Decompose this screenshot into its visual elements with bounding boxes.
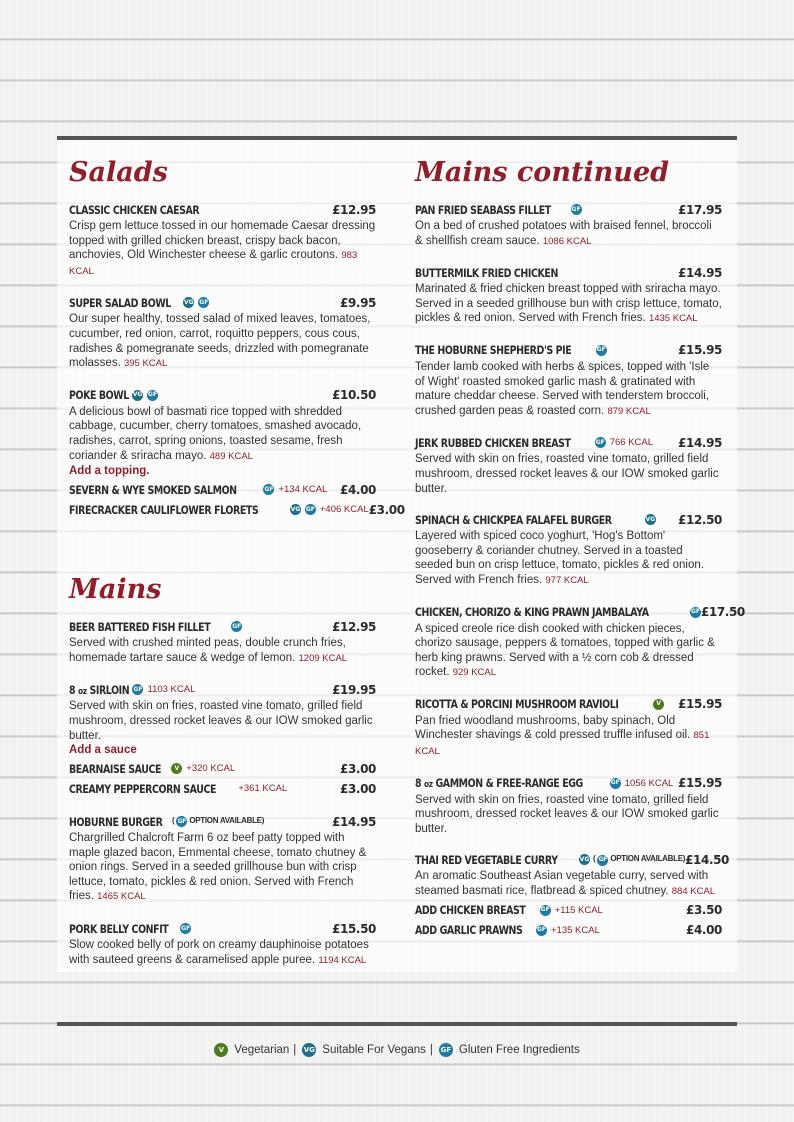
addon-name: SEVERN & WYE SMOKED SALMON — [69, 482, 237, 497]
addon-name: ADD GARLIC PRAWNS — [415, 923, 523, 938]
item-price: £14.50 — [685, 852, 730, 867]
addon-name: CREAMY PEPPERCORN SAUCE — [69, 781, 217, 796]
kcal-label: +406 KCAL — [319, 504, 369, 516]
item-description: Marinated & fried chicken breast topped with sriracha mayo. Served in a seeded grillhouse bun with crisp lettuce, tomato, pickles & red onion. Served with French fries. 1435 KCAL — [415, 283, 722, 325]
item-description: Crisp gem lettuce tossed in our homemade Caesar dressing topped with grilled chicken breast, crispy back bacon, anchovies, Old Winchester cheese & garlic croutons. 983 KCAL — [69, 220, 376, 277]
item-price: £14.95 — [332, 814, 376, 829]
item-description: Tender lamb cooked with herbs & spices, topped with 'Isle of Wight' roasted smoked garlic mash & gratinated with mature cheddar cheese. Served with tenderstem broccoli, crushed garden peas & roasted corn. 879 KCAL — [415, 360, 710, 417]
addon-name: BEARNAISE SAUCE — [69, 761, 162, 776]
mains-heading: Mains — [69, 574, 162, 606]
kcal-label: 1194 KCAL — [318, 954, 367, 966]
item-description: Served with crushed minted peas, double crunch fries, homemade tartare sauce & wedge of lemon. 1209 KCAL — [69, 637, 348, 664]
item-description: Served with skin on fries, roasted vine tomato, grilled field mushroom, dressed rocket leaves & our IOW smoked garlic butter. — [415, 793, 719, 835]
item-description: Slow cooked belly of pork on creamy dauphinoise potatoes with sauteed greens & caramelised apple puree. 1194 KCAL — [69, 939, 369, 966]
menu-item-jerk-chicken — [415, 433, 722, 496]
right-column — [415, 150, 745, 954]
item-name: JERK RUBBED CHICKEN BREAST — [415, 435, 571, 450]
add-topping-label: Add a topping. — [69, 465, 150, 478]
menu-item-burger — [69, 812, 376, 905]
vegetarian-icon: V — [214, 1043, 228, 1057]
gluten-free-icon: GF — [595, 437, 606, 448]
item-description: Chargrilled Chalcroft Farm 6 oz beef patty topped with maple glazed bacon, Emmental cheese, tomato chutney & onion rings. Served in a seeded grillhouse bun with crisp lettuce, tomato, pickles & red onion. Served with French fries. 1465 KCAL — [69, 832, 367, 903]
kcal-label: 1465 KCAL — [97, 891, 146, 903]
kcal-label: 1209 KCAL — [298, 652, 348, 664]
item-price: £15.50 — [332, 921, 376, 936]
add-sauce-label: Add a sauce — [69, 744, 137, 757]
gluten-free-icon: GF — [596, 345, 607, 356]
kcal-label: 395 KCAL — [123, 358, 168, 370]
addon-name: FIRECRACKER CAULIFLOWER FLORETS — [69, 502, 259, 517]
gluten-free-icon: GF — [571, 204, 582, 215]
item-description: A delicious bowl of basmati rice topped with shredded cabbage, cucumber, cherry tomatoes, smashed avocado, radishes, carrot, spring onions, toasted sesame, fresh coriander & sriracha mayo. 489 KCAL — [69, 405, 362, 462]
menu-item-fish — [69, 617, 376, 666]
item-price: £19.95 — [332, 682, 376, 697]
item-name: PORK BELLY CONFIT — [69, 921, 169, 936]
item-name: BUTTERMILK FRIED CHICKEN — [415, 265, 558, 280]
kcal-label: 977 KCAL — [545, 574, 589, 586]
item-price: £12.95 — [332, 202, 376, 217]
item-description: Our super healthy, tossed salad of mixed leaves, tomatoes, cucumber, red onion, carrot, roquitto peppers, cous cous, radishes & pomegranate seeds, drizzled with pomegranate molasses. 395 KCAL — [69, 313, 371, 370]
item-name: SUPER SALAD BOWL — [69, 295, 171, 310]
addon-cauliflower — [69, 500, 405, 519]
legend-separator: | — [293, 1044, 297, 1056]
addon-salmon — [69, 480, 376, 499]
gluten-free-icon: GF — [180, 923, 191, 934]
vegan-icon: VG — [183, 297, 194, 308]
addon-price: £3.00 — [340, 761, 376, 776]
bottom-rule — [57, 1022, 737, 1026]
gluten-free-icon: GF — [305, 504, 316, 515]
addon-name: ADD CHICKEN BREAST — [415, 903, 526, 918]
gluten-free-icon: GF — [231, 621, 242, 632]
menu-item-gammon — [415, 774, 722, 837]
kcal-label: 1086 KCAL — [542, 235, 592, 247]
item-name: THE HOBURNE SHEPHERD'S PIE — [415, 343, 572, 358]
legend-vegan: VG Suitable For Vegans — [303, 1044, 426, 1056]
vegan-icon: VG — [645, 514, 656, 525]
gluten-free-icon: GF — [597, 855, 608, 866]
mains-continued-heading: Mains continued — [415, 157, 669, 188]
addon-peppercorn — [69, 779, 376, 798]
addon-price: £3.00 — [368, 502, 405, 517]
addon-price: £4.00 — [340, 482, 376, 497]
kcal-label: 851 KCAL — [415, 730, 710, 758]
menu-item-falafel-burger — [415, 510, 722, 588]
vegan-icon: VG — [302, 1043, 316, 1057]
item-description: On a bed of crushed potatoes with braised fennel, broccoli & shellfish cream sauce. 1086 KCAL — [415, 220, 712, 247]
menu-item-shepherds-pie — [415, 341, 722, 419]
kcal-label: +115 KCAL — [554, 904, 603, 916]
menu-item-thai-curry — [415, 850, 730, 939]
legend-vegetarian: V Vegetarian — [214, 1043, 289, 1057]
item-description: Served with skin on fries, roasted vine tomato, grilled field mushroom, dressed rocket leaves & our IOW smoked garlic butter. — [69, 700, 373, 742]
menu-item-caesar — [69, 200, 376, 279]
gluten-free-icon: GF — [176, 816, 187, 827]
menu-item-seabass — [415, 200, 722, 249]
menu-item-super-salad — [69, 293, 376, 371]
item-description: A spiced creole rice dish cooked with chicken pieces, chorizo sausage, peppers & tomatoes, topped with garlic & herb king prawns. Served with a ½ corn cob & dressed rocket. 929 KCAL — [415, 622, 715, 679]
item-price: £17.50 — [700, 605, 745, 619]
kcal-label: 489 KCAL — [209, 450, 253, 462]
gluten-free-icon: GF — [536, 925, 547, 936]
legend-separator: | — [429, 1044, 433, 1056]
option-note: ( GF OPTION AVAILABLE) — [593, 854, 685, 866]
item-price: £15.95 — [678, 776, 722, 791]
item-name: CLASSIC CHICKEN CAESAR — [69, 202, 200, 217]
kcal-label: 1056 KCAL — [624, 777, 674, 789]
menu-item-ravioli — [415, 695, 722, 760]
item-price: £12.95 — [332, 619, 376, 634]
dietary-legend — [0, 1043, 794, 1057]
item-price: £12.50 — [678, 512, 722, 527]
menu-item-poke-bowl — [69, 386, 405, 519]
kcal-label: +135 KCAL — [551, 924, 600, 936]
kcal-label: +361 KCAL — [238, 783, 288, 795]
item-price: £9.95 — [340, 295, 376, 310]
gluten-free-icon: GF — [263, 484, 274, 495]
menu-item-sirloin — [69, 680, 376, 798]
salads-heading: Salads — [69, 157, 168, 188]
kcal-label: 929 KCAL — [452, 667, 497, 679]
vegetarian-icon: V — [171, 763, 182, 774]
item-name: 8 oz GAMMON & FREE-RANGE EGG — [415, 776, 583, 791]
menu-item-pork-belly — [69, 919, 376, 968]
item-name: THAI RED VEGETABLE CURRY — [415, 852, 558, 867]
item-price: £15.95 — [678, 697, 722, 712]
kcal-label: +320 KCAL — [186, 763, 236, 775]
vegan-icon: VG — [132, 390, 143, 401]
menu-item-buttermilk-chicken — [415, 263, 722, 327]
item-description: Layered with spiced coco yoghurt, 'Hog's Bottom' gooseberry & coriander chutney. Served in a toasted seeded bun on crisp lettuce, tomato, pickles & red onion. Served with French fries. 977 KCAL — [415, 530, 704, 586]
item-price: £17.95 — [678, 202, 722, 217]
vegan-icon: VG — [290, 504, 301, 515]
addon-chicken — [415, 901, 722, 920]
item-name: POKE BOWL — [69, 388, 129, 403]
gluten-free-icon: GF — [439, 1043, 453, 1057]
option-note: ( GF OPTION AVAILABLE) — [172, 816, 264, 828]
addon-prawns — [415, 921, 722, 940]
item-price: £15.95 — [678, 343, 722, 358]
kcal-label: 884 KCAL — [671, 886, 716, 898]
kcal-label: 1103 KCAL — [147, 684, 196, 696]
gluten-free-icon: GF — [147, 390, 158, 401]
item-name: 8 oz SIRLOIN — [69, 682, 130, 697]
item-name: HOBURNE BURGER — [69, 814, 163, 829]
addon-price: £4.00 — [686, 923, 722, 938]
kcal-label: 1435 KCAL — [648, 313, 698, 325]
vegan-icon: VG — [579, 854, 590, 865]
gluten-free-icon: GF — [132, 684, 143, 695]
vegetarian-icon: V — [653, 699, 664, 710]
item-name: SPINACH & CHICKPEA FALAFEL BURGER — [415, 512, 612, 527]
addon-price: £3.50 — [686, 903, 722, 918]
gluten-free-icon: GF — [690, 607, 701, 618]
item-price: £14.95 — [678, 265, 722, 280]
addon-bearnaise — [69, 759, 376, 778]
menu-item-jambalaya — [415, 603, 745, 681]
legend-gluten-free: GF Gluten Free Ingredients — [440, 1044, 580, 1056]
kcal-label: 766 KCAL — [609, 437, 654, 449]
item-description: An aromatic Southeast Asian vegetable curry, served with steamed basmati rice, flatbread & spiced chutney. 884 KCAL — [415, 870, 716, 898]
item-price: £10.50 — [332, 388, 376, 403]
item-name: CHICKEN, CHORIZO & KING PRAWN JAMBALAYA — [415, 605, 649, 619]
kcal-label: +134 KCAL — [278, 484, 328, 496]
item-description: Pan fried woodland mushrooms, baby spinach, Old Winchester shavings & cold pressed truffle infused oil. 851 KCAL — [415, 714, 710, 758]
gluten-free-icon: GF — [610, 778, 621, 789]
gluten-free-icon: GF — [540, 905, 551, 916]
item-price: £14.95 — [678, 435, 722, 450]
kcal-label: 879 KCAL — [607, 405, 651, 417]
item-description: Served with skin on fries, roasted vine tomato, grilled field mushroom, dressed rocket leaves & our IOW smoked garlic butter. — [415, 453, 719, 495]
item-name: BEER BATTERED FISH FILLET — [69, 619, 211, 634]
gluten-free-icon: GF — [198, 297, 209, 308]
item-name: PAN FRIED SEABASS FILLET — [415, 202, 551, 217]
addon-price: £3.00 — [340, 781, 376, 796]
left-column — [69, 150, 405, 982]
kcal-label: 983 KCAL — [69, 250, 358, 277]
item-name: RICOTTA & PORCINI MUSHROOM RAVIOLI — [415, 697, 619, 712]
